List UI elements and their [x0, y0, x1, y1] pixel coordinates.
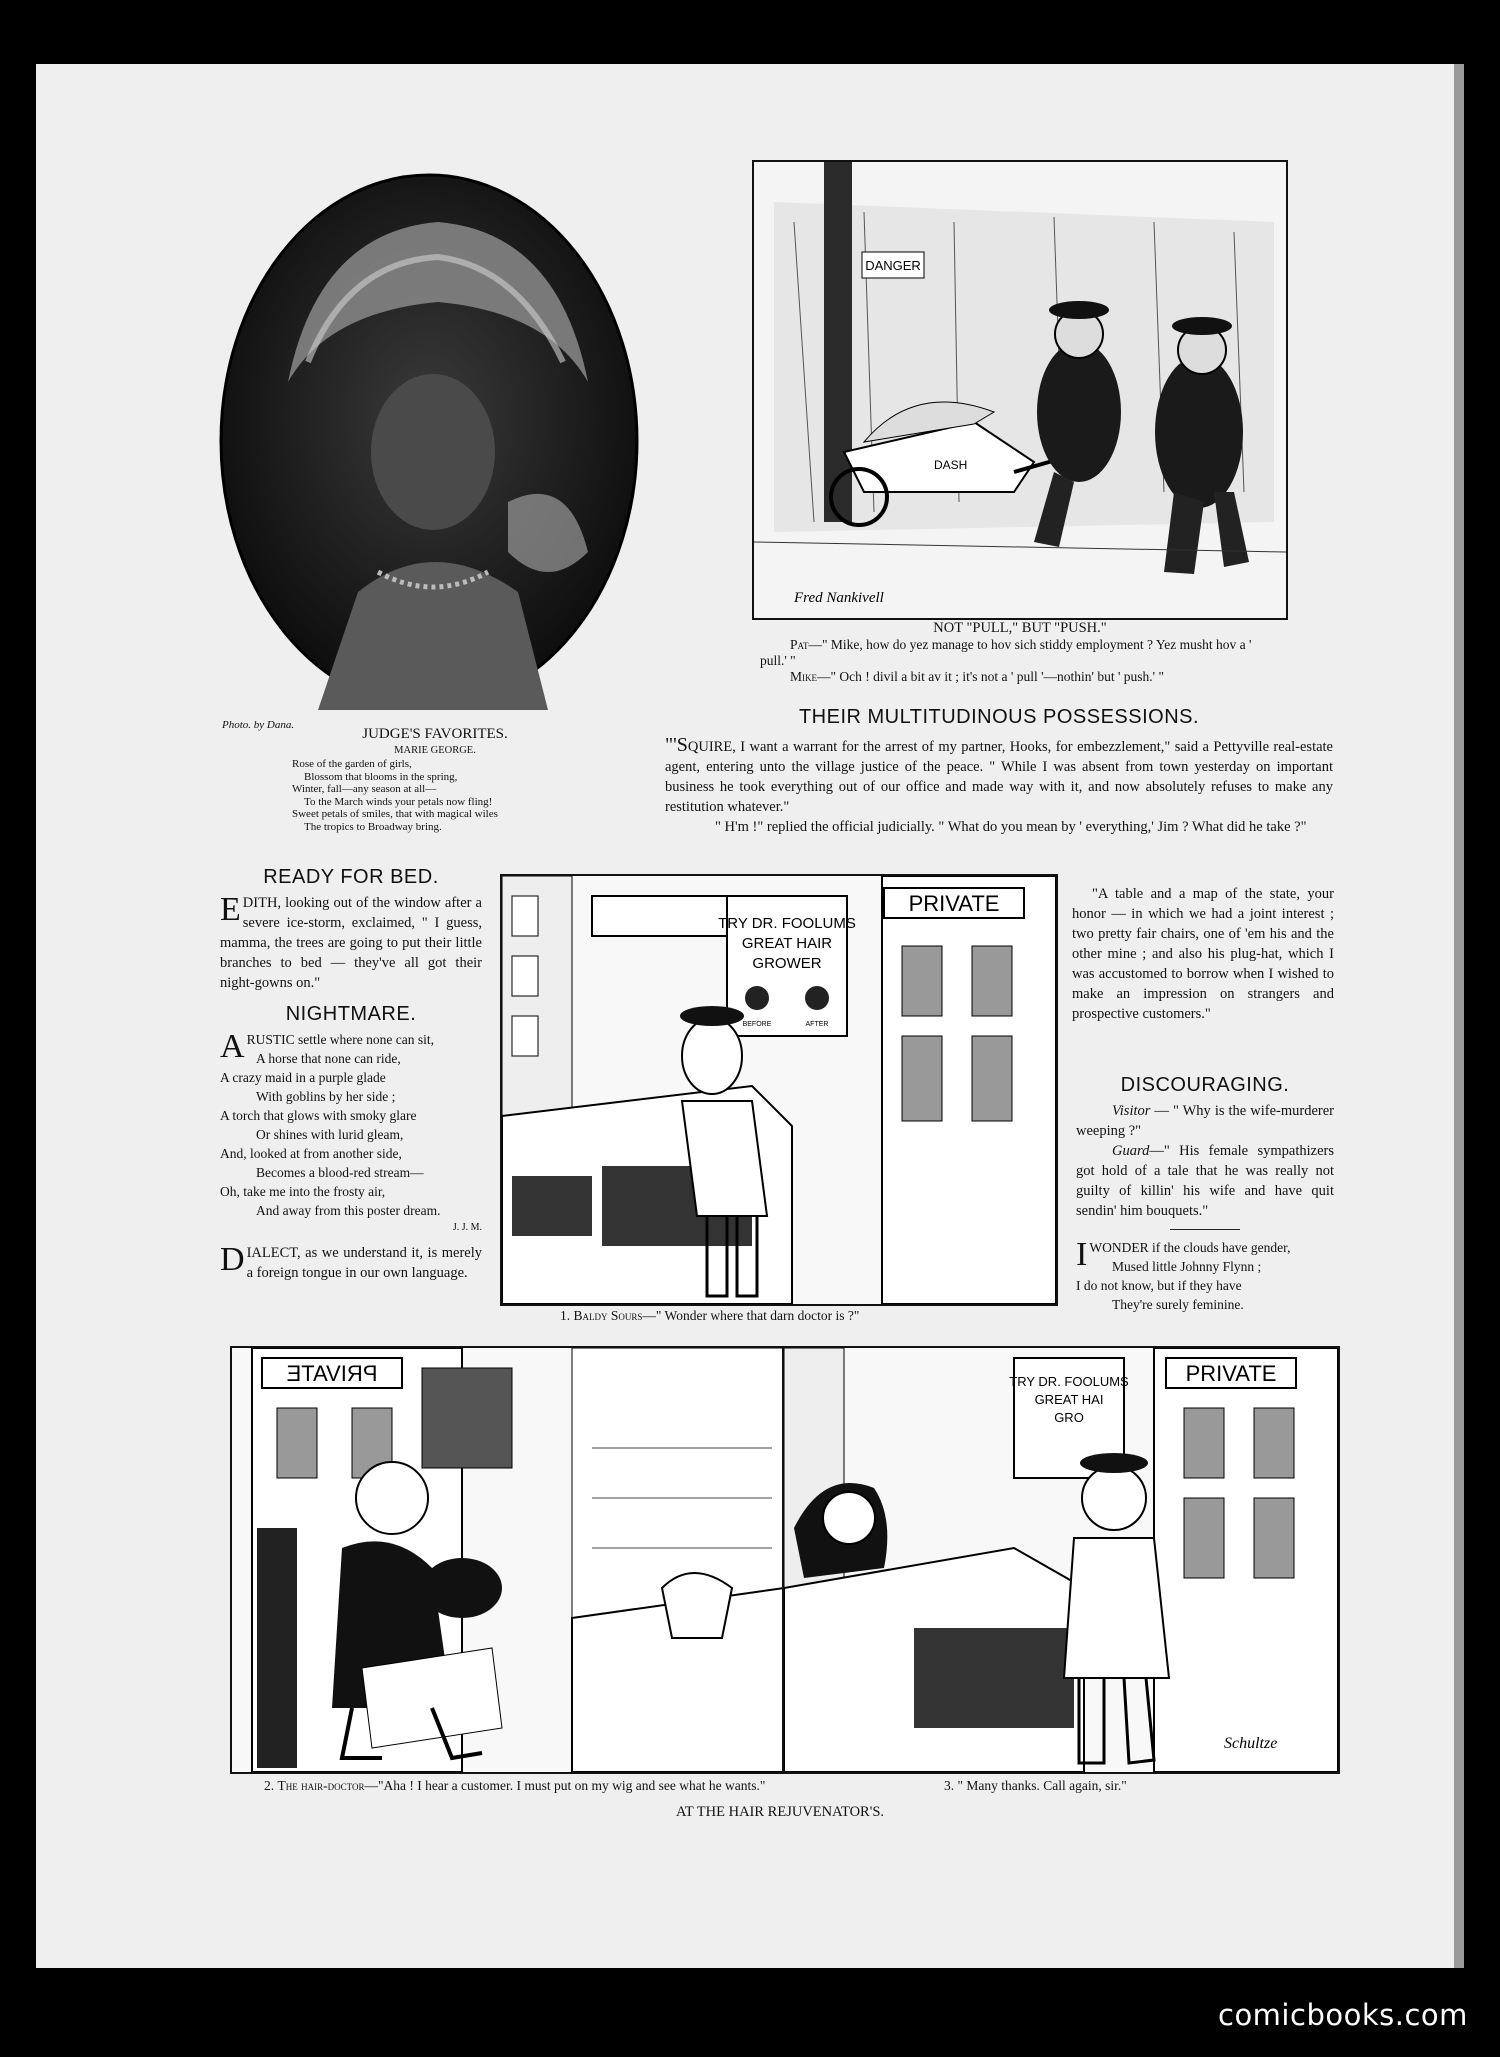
- verse-line: Oh, take me into the frosty air,: [220, 1184, 386, 1199]
- pull-push-caption: [760, 620, 1280, 685]
- hair-strip-title: AT THE HAIR REJUVENATOR'S.: [675, 1804, 885, 1820]
- section-divider: [1170, 1229, 1240, 1230]
- private-sign-2: PRIVATE: [286, 1361, 378, 1386]
- visitor-label: Visitor: [1112, 1103, 1151, 1119]
- poster-line-3: GROWER: [752, 955, 822, 972]
- possessions-paragraph-2: " H'm !" replied the official judicially. " What do you mean by ' everything,' Jim ? What did he take ?": [715, 819, 1307, 835]
- verse-line: With goblins by her side ;: [256, 1089, 396, 1104]
- hair-panel-2: [230, 1346, 786, 1774]
- verse-line: And, looked at from another side,: [220, 1146, 402, 1161]
- possessions-paragraph-3: "A table and a map of the state, your honor — in which we had a joint interest ; two pretty fair chairs, one of 'em his and the other mine ; and also his plug-hat, which I was accustomed to borrow when I wished to make an impression on strangers and prospective customers.": [1072, 886, 1334, 1022]
- dialect-body: IALECT, as we understand it, is merely a foreign tongue in our own language.: [246, 1245, 482, 1281]
- page-spine: [1454, 64, 1464, 1968]
- private-sign-1: PRIVATE: [908, 891, 1000, 916]
- possessions-continuation: [1072, 884, 1334, 1024]
- panel-2-caption: [238, 1778, 778, 1794]
- verse-line: I do not know, but if they have: [1076, 1278, 1242, 1293]
- pull-push-cartoon: [752, 160, 1288, 620]
- discouraging-title: DISCOURAGING.: [1120, 1074, 1290, 1096]
- panel-2-speaker: The hair-doctor: [277, 1778, 365, 1793]
- poster-line-2: GREAT HAIR: [741, 935, 833, 952]
- private-sign-3: PRIVATE: [1185, 1361, 1277, 1386]
- watermark: comicbooks.com: [1218, 1998, 1468, 2032]
- hair-panel-1: [500, 874, 1058, 1306]
- guard-label: Guard: [1112, 1143, 1150, 1159]
- verse-line: Winter, fall—any season at all—: [292, 783, 437, 795]
- poster-3-line-2: GREAT HAI: [1034, 1392, 1104, 1407]
- mike-line: —" Och ! divil a bit av it ; it's not a ' pull '—nothin' but ' push.' ": [817, 669, 1164, 684]
- poster-after: AFTER: [805, 1021, 829, 1028]
- verse-line: Mused little Johnny Flynn ;: [1112, 1259, 1262, 1274]
- right-column: [1076, 1074, 1334, 1314]
- verse-line: A crazy maid in a purple glade: [220, 1070, 386, 1085]
- panel-1-line: —" Wonder where that darn doctor is ?": [642, 1308, 860, 1323]
- panel-signature: Schultze: [1224, 1735, 1278, 1752]
- portrait-photo: [218, 172, 640, 710]
- ready-for-bed-body: DITH, looking out of the window after a severe ice-storm, exclaimed, " I guess, mamma, the trees are going to put their little branches to bed — they've all got their night-gowns on.": [220, 895, 482, 991]
- pull-push-title: NOT "PULL," BUT "PUSH.": [933, 620, 1107, 636]
- verse-line: Sweet petals of smiles, that with magical wiles: [292, 808, 498, 820]
- panel-1-caption: [560, 1308, 859, 1323]
- speaker-mike: Mike: [790, 669, 817, 684]
- judges-favorites-block: [270, 726, 600, 833]
- verse-line: They're surely feminine.: [1112, 1297, 1244, 1312]
- ready-drop-cap: E: [220, 891, 241, 928]
- ready-for-bed-title: READY FOR BED.: [263, 866, 439, 888]
- subject-name: MARIE GEORGE.: [394, 745, 476, 756]
- verse-line: Blossom that blooms in the spring,: [304, 770, 458, 783]
- left-column: [220, 866, 482, 1283]
- photo-credit: Photo. by Dana.: [222, 719, 295, 731]
- panel-3-caption: 3. " Many thanks. Call again, sir.": [944, 1778, 1127, 1793]
- verse-line: A torch that glows with smoky glare: [220, 1108, 417, 1123]
- poster-before: BEFORE: [742, 1021, 772, 1028]
- possessions-paragraph-1: QUIRE, I want a warrant for the arrest of my partner, Hooks, for embezzlement," said a Pettyville real-estate agent, entering unto the village justice of the peace. " While I was absent from town yesterday on important business he took everything out of our office and made way with it, and now absolutely refuses to make any restitution whatever.": [665, 739, 1333, 815]
- panel-2-line: —"Aha ! I hear a customer. I must put on my wig and see what he wants.": [364, 1778, 766, 1793]
- possessions-opening: "'S: [665, 734, 688, 756]
- hair-panel-3: [782, 1346, 1340, 1774]
- panel-1-speaker: Baldy Sours: [573, 1308, 643, 1323]
- possessions-title: THEIR MULTITUDINOUS POSSESSIONS.: [798, 706, 1200, 728]
- verse-line: And away from this poster dream.: [256, 1203, 441, 1218]
- barrow-label: DASH: [934, 458, 968, 472]
- verse-line: WONDER if the clouds have gender,: [1089, 1240, 1291, 1255]
- nightmare-initials: J. J. M.: [452, 1222, 482, 1233]
- guard-line: —" His female sympathizers got hold of a tale that he was really not guilty of killin' his wife and have quit sendin' him bouquets.": [1076, 1143, 1334, 1219]
- pat-line: —" Mike, how do yez manage to hov sich stiddy employment ? Yez musht hov a ' pull.' ": [760, 637, 1252, 668]
- wonder-drop-cap: I: [1076, 1236, 1088, 1273]
- nightmare-verse: [220, 1030, 482, 1220]
- verse-line: Or shines with lurid gleam,: [256, 1127, 404, 1142]
- judges-favorites-title: JUDGE'S FAVORITES.: [362, 726, 508, 742]
- verse-line: A horse that none can ride,: [256, 1051, 401, 1066]
- verse-line: RUSTIC settle where none can sit,: [246, 1032, 435, 1047]
- panel-2-number: 2.: [264, 1778, 275, 1793]
- speaker-pat: Pat: [790, 637, 809, 652]
- cartoon-signature: Fred Nankivell: [794, 590, 884, 606]
- verse-line: To the March winds your petals now fling!: [304, 795, 493, 808]
- nightmare-title: NIGHTMARE.: [285, 1003, 417, 1025]
- verse-line: Becomes a blood-red stream—: [256, 1165, 424, 1180]
- possessions-article: [665, 706, 1333, 837]
- visitor-line: — " Why is the wife-murderer weeping ?": [1076, 1103, 1334, 1139]
- favorites-verse: [292, 758, 600, 833]
- wonder-verse: [1076, 1238, 1334, 1314]
- nightmare-drop-cap: A: [220, 1028, 245, 1065]
- poster-3-line-1: TRY DR. FOOLUMS: [1009, 1374, 1129, 1389]
- poster-line-1: TRY DR. FOOLUMS: [718, 915, 856, 932]
- poster-3-line-3: GRO: [1054, 1410, 1084, 1425]
- dialect-drop-cap: D: [220, 1241, 245, 1278]
- verse-line: Rose of the garden of girls,: [292, 758, 412, 770]
- panel-1-number: 1.: [560, 1308, 571, 1323]
- verse-line: The tropics to Broadway bring.: [304, 820, 442, 833]
- danger-sign-text: DANGER: [865, 258, 921, 273]
